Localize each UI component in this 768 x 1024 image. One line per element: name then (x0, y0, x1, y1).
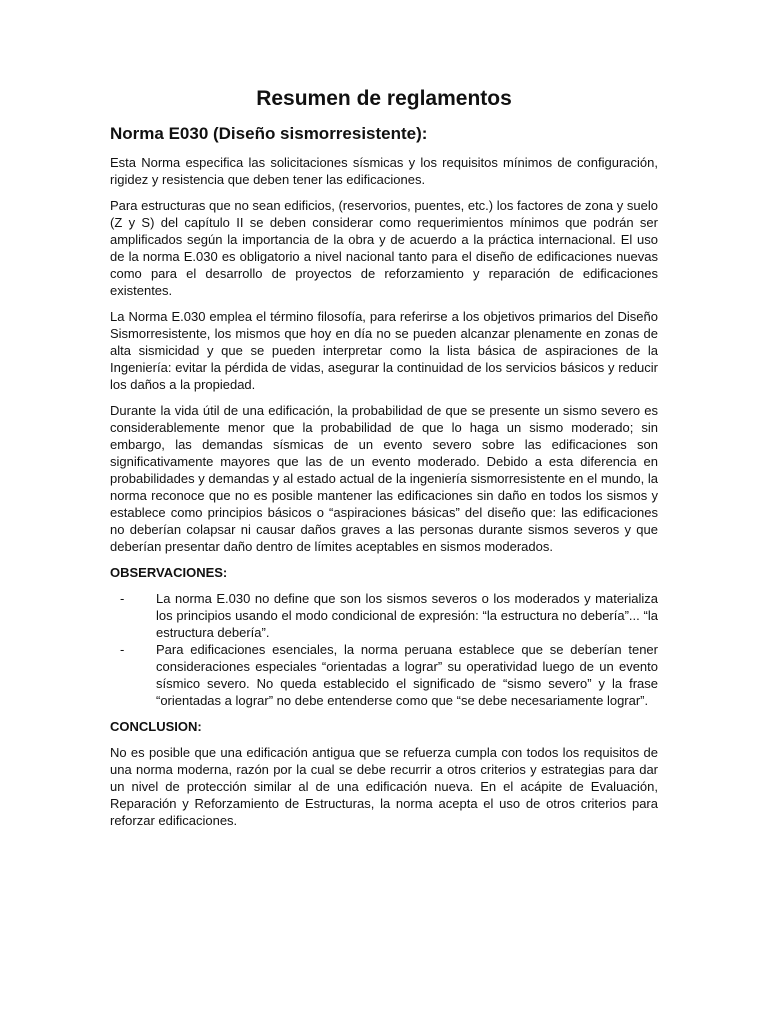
conclusion-heading: CONCLUSION: (110, 719, 202, 734)
observaciones-heading: OBSERVACIONES: (110, 565, 228, 580)
observaciones-list (110, 590, 658, 709)
conclusion-paragraph: No es posible que una edificación antigua que se refuerza cumpla con todos los requisitos de una norma moderna, razón por la cual se debe recurrir a otros criterios y estrategias para dar un nivel de protección similar al de una edificación nueva. En el acápite de Evaluación, Reparación y Reforzamiento de Estructuras, la norma acepta el uso de otros criterios para reforzar edificaciones. (110, 745, 658, 828)
paragraph-probability: Durante la vida útil de una edificación, la probabilidad de que se presente un sismo severo es considerablemente menor que la probabilidad de que lo haga un sismo moderado; sin embargo, las demandas sísmicas de un evento severo sobre las edificaciones son significativamente mayores que las de un evento moderado. Debido a esta diferencia en probabilidades y demandas y al estado actual de la ingeniería sismorresistente en el mundo, la norma reconoce que no es posible mantener las edificaciones sin daño en todos los sismos y establece como principios básicos o “aspiraciones básicas” del diseño que: las edificaciones no deberían colapsar ni causar daños graves a las personas durante sismos severos y que deberían presentar daño dentro de límites aceptables en sismos moderados. (110, 403, 658, 554)
paragraph-philosophy: La Norma E.030 emplea el término filosofía, para referirse a los objetivos primarios del Diseño Sismorresistente, los mismos que hoy en día no se pueden alcanzar plenamente en zonas de alta sismicidad y que se pueden interpretar como la lista básica de aspiraciones de la Ingeniería: evitar la pérdida de vidas, asegurar la continuidad de los servicios básicos y reducir los daños a la propiedad. (110, 309, 658, 392)
dash-bullet: - (120, 591, 125, 606)
list-item (110, 590, 658, 641)
paragraph-scope: Para estructuras que no sean edificios, (reservorios, puentes, etc.) los factores de zona y suelo (Z y S) del capítulo II se deben considerar como requerimientos mínimos que podrán ser amplificados según la importancia de la obra y de acuerdo a la práctica internacional. El uso de la norma E.030 es obligatorio a nivel nacional tanto para el diseño de edificaciones nuevas como para el desarrollo de proyectos de reforzamiento y reparación de edificaciones existentes. (110, 198, 658, 298)
document-title: Resumen de reglamentos (256, 87, 512, 110)
list-item-text: Para edificaciones esenciales, la norma peruana establece que se deberían tener consideraciones especiales “orientadas a lograr” su operatividad luego de un evento sísmico severo. No queda establecido el significado de “sismo severo” y la frase “orientadas a lograr” no debe entenderse como que “se debe necesariamente lograr”. (156, 642, 658, 708)
list-item-text: La norma E.030 no define que son los sismos severos o los moderados y materializa los principios usando el modo condicional de expresión: “la estructura no debería”... “la estructura debería”. (156, 591, 658, 640)
paragraph-intro: Esta Norma especifica las solicitaciones sísmicas y los requisitos mínimos de configuración, rigidez y resistencia que deben tener las edificaciones. (110, 155, 658, 187)
document-page (110, 84, 658, 838)
dash-bullet: - (120, 642, 125, 657)
section-title: Norma E030 (Diseño sismorresistente): (110, 124, 428, 143)
list-item (110, 641, 658, 709)
